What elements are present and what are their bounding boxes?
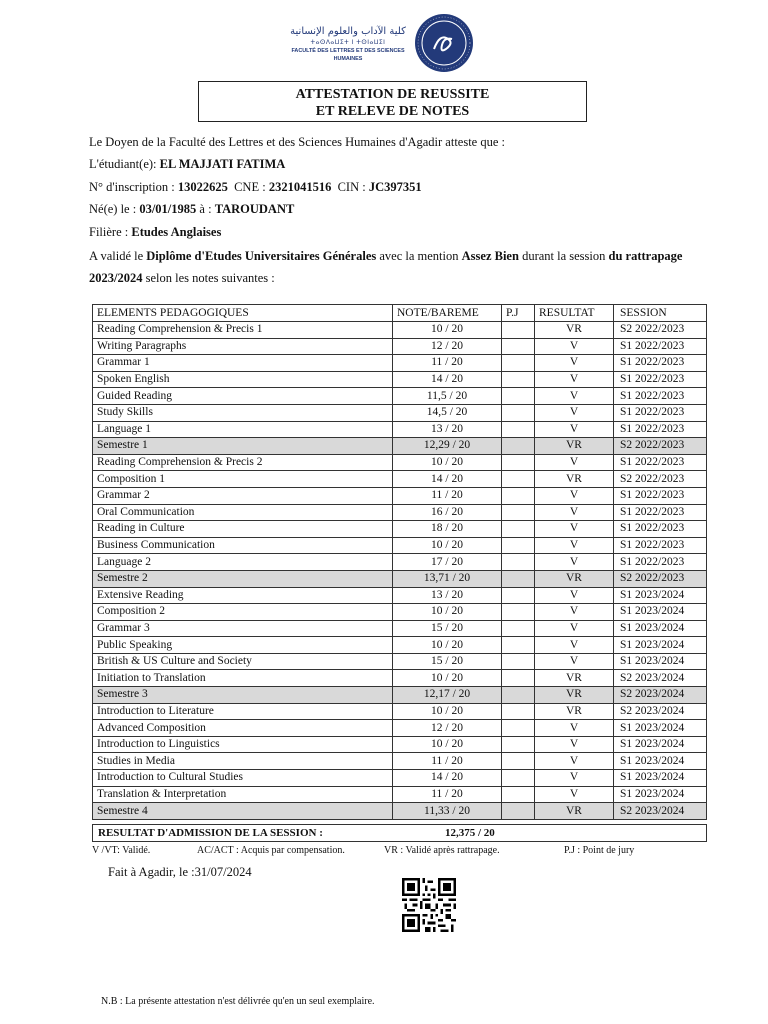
table-row <box>93 404 707 421</box>
cell-note: 12,17 / 20 <box>393 687 502 704</box>
cell-note: 12,29 / 20 <box>393 438 502 455</box>
inscription-number: 13022625 <box>177 180 228 194</box>
cell-element: Public Speaking <box>93 637 393 654</box>
cell-result: VR <box>535 471 614 488</box>
cell-result: VR <box>535 322 614 339</box>
cell-session: S1 2022/2023 <box>614 537 707 554</box>
table-row <box>93 786 707 803</box>
statement-part: durant la session <box>522 249 606 263</box>
cell-pj <box>502 570 535 587</box>
cell-pj <box>502 487 535 504</box>
table-row <box>93 770 707 787</box>
cell-pj <box>502 504 535 521</box>
cell-element: Reading Comprehension & Precis 1 <box>93 322 393 339</box>
cell-pj <box>502 587 535 604</box>
result-value: 12,375 / 20 <box>445 827 495 839</box>
cell-session: S1 2022/2023 <box>614 454 707 471</box>
table-row <box>93 703 707 720</box>
cell-session: S2 2023/2024 <box>614 670 707 687</box>
filiere-line <box>89 225 221 240</box>
document-title <box>198 81 587 122</box>
cell-result: V <box>535 421 614 438</box>
cell-pj <box>502 421 535 438</box>
cell-pj <box>502 438 535 455</box>
cell-note: 13 / 20 <box>393 421 502 438</box>
table-row <box>93 421 707 438</box>
cell-result: V <box>535 454 614 471</box>
statement-part: A validé le <box>89 249 144 263</box>
cell-result: V <box>535 604 614 621</box>
cell-session: S1 2023/2024 <box>614 786 707 803</box>
cell-note: 10 / 20 <box>393 736 502 753</box>
cell-note: 13 / 20 <box>393 587 502 604</box>
cell-element: Introduction to Cultural Studies <box>93 770 393 787</box>
cell-note: 10 / 20 <box>393 703 502 720</box>
semester-row <box>93 803 707 820</box>
title-line-1: ATTESTATION DE REUSSITE <box>295 87 490 102</box>
cne-label: CNE : <box>234 180 266 194</box>
table-row <box>93 521 707 538</box>
cell-note: 10 / 20 <box>393 670 502 687</box>
cell-result: V <box>535 487 614 504</box>
cell-pj <box>502 770 535 787</box>
cell-session: S1 2022/2023 <box>614 554 707 571</box>
cell-note: 14 / 20 <box>393 371 502 388</box>
cell-result: VR <box>535 438 614 455</box>
cell-result: VR <box>535 703 614 720</box>
cell-element: Advanced Composition <box>93 720 393 737</box>
cell-element: Initiation to Translation <box>93 670 393 687</box>
cell-note: 14 / 20 <box>393 770 502 787</box>
cell-element: Semestre 1 <box>93 438 393 455</box>
cell-session: S1 2022/2023 <box>614 487 707 504</box>
cell-session: S1 2023/2024 <box>614 653 707 670</box>
filiere-label: Filière : <box>89 225 129 239</box>
cell-element: Oral Communication <box>93 504 393 521</box>
faculty-name-french: FACULTÉ DES LETTRES ET DES SCIENCES HUMAINES <box>291 48 405 62</box>
cell-result: V <box>535 770 614 787</box>
legend-pj: P.J : Point de jury <box>564 845 635 856</box>
cell-element: Introduction to Literature <box>93 703 393 720</box>
semester-row <box>93 687 707 704</box>
diploma-name: Diplôme d'Etudes Universitaires Générales <box>146 249 377 263</box>
result-label: RESULTAT D'ADMISSION DE LA SESSION : <box>98 827 323 839</box>
cell-result: V <box>535 753 614 770</box>
legend-v: V /VT: Validé. <box>92 845 151 856</box>
cell-pj <box>502 670 535 687</box>
cell-pj <box>502 803 535 820</box>
cell-session: S2 2022/2023 <box>614 570 707 587</box>
cell-pj <box>502 736 535 753</box>
cell-result: V <box>535 620 614 637</box>
table-row <box>93 620 707 637</box>
cin-number: JC397351 <box>368 180 422 194</box>
cell-note: 11,5 / 20 <box>393 388 502 405</box>
cell-note: 18 / 20 <box>393 521 502 538</box>
cell-element: Language 1 <box>93 421 393 438</box>
table-row <box>93 537 707 554</box>
cell-session: S1 2022/2023 <box>614 521 707 538</box>
birth-date: 03/01/1985 <box>139 202 197 216</box>
cell-note: 12 / 20 <box>393 720 502 737</box>
cell-note: 15 / 20 <box>393 620 502 637</box>
cell-pj <box>502 653 535 670</box>
cell-result: V <box>535 637 614 654</box>
table-row <box>93 388 707 405</box>
header-session: SESSION <box>614 305 707 322</box>
cell-element: Language 2 <box>93 554 393 571</box>
cell-element: Reading Comprehension & Precis 2 <box>93 454 393 471</box>
cell-element: Translation & Interpretation <box>93 786 393 803</box>
cell-pj <box>502 471 535 488</box>
cell-note: 13,71 / 20 <box>393 570 502 587</box>
cell-note: 11 / 20 <box>393 487 502 504</box>
header-pj: P.J <box>502 305 535 322</box>
cell-pj <box>502 371 535 388</box>
cell-result: V <box>535 720 614 737</box>
cell-pj <box>502 703 535 720</box>
cell-note: 10 / 20 <box>393 637 502 654</box>
cell-session: S2 2022/2023 <box>614 471 707 488</box>
cell-note: 14 / 20 <box>393 471 502 488</box>
cell-result: V <box>535 653 614 670</box>
semester-row <box>93 438 707 455</box>
cell-pj <box>502 786 535 803</box>
cell-session: S2 2022/2023 <box>614 322 707 339</box>
cell-note: 12 / 20 <box>393 338 502 355</box>
semester-row <box>93 570 707 587</box>
cell-note: 15 / 20 <box>393 653 502 670</box>
intro-text: Le Doyen de la Faculté des Lettres et des Sciences Humaines d'Agadir atteste que : <box>89 135 505 149</box>
cell-note: 10 / 20 <box>393 604 502 621</box>
table-row <box>93 554 707 571</box>
table-row <box>93 371 707 388</box>
cell-pj <box>502 322 535 339</box>
cell-pj <box>502 687 535 704</box>
cell-pj <box>502 554 535 571</box>
table-row <box>93 604 707 621</box>
cell-element: Studies in Media <box>93 753 393 770</box>
cell-session: S2 2022/2023 <box>614 438 707 455</box>
cell-element: Extensive Reading <box>93 587 393 604</box>
cell-element: British & US Culture and Society <box>93 653 393 670</box>
cell-element: Grammar 3 <box>93 620 393 637</box>
mention-value: Assez Bien <box>461 249 519 263</box>
cell-result: V <box>535 736 614 753</box>
table-row <box>93 322 707 339</box>
validation-statement <box>89 245 709 289</box>
table-row <box>93 454 707 471</box>
cell-pj <box>502 720 535 737</box>
table-row <box>93 637 707 654</box>
cell-element: Composition 2 <box>93 604 393 621</box>
cell-result: V <box>535 537 614 554</box>
cell-element: Study Skills <box>93 404 393 421</box>
cin-label: CIN : <box>337 180 366 194</box>
cell-result: V <box>535 371 614 388</box>
cell-pj <box>502 388 535 405</box>
statement-part: selon les notes suivantes : <box>145 271 275 285</box>
cell-note: 11,33 / 20 <box>393 803 502 820</box>
cell-session: S1 2022/2023 <box>614 404 707 421</box>
statement-part: avec la mention <box>379 249 459 263</box>
cell-pj <box>502 355 535 372</box>
header-note: NOTE/BAREME <box>393 305 502 322</box>
faculty-logo-text <box>284 26 412 63</box>
cell-session: S1 2022/2023 <box>614 338 707 355</box>
cell-note: 11 / 20 <box>393 753 502 770</box>
cell-note: 11 / 20 <box>393 355 502 372</box>
cell-session: S1 2023/2024 <box>614 620 707 637</box>
table-header-row <box>93 305 707 322</box>
cell-note: 14,5 / 20 <box>393 404 502 421</box>
cell-result: V <box>535 404 614 421</box>
cell-session: S2 2023/2024 <box>614 703 707 720</box>
cell-pj <box>502 404 535 421</box>
table-row <box>93 355 707 372</box>
cell-element: Semestre 3 <box>93 687 393 704</box>
cell-session: S2 2023/2024 <box>614 687 707 704</box>
faculty-name-arabic: كلية الآداب والعلوم الإنسانية <box>290 26 406 37</box>
cell-session: S1 2023/2024 <box>614 604 707 621</box>
cell-session: S1 2022/2023 <box>614 355 707 372</box>
cell-result: VR <box>535 803 614 820</box>
cell-pj <box>502 753 535 770</box>
cell-note: 10 / 20 <box>393 322 502 339</box>
cell-pj <box>502 637 535 654</box>
table-row <box>93 720 707 737</box>
cell-session: S1 2023/2024 <box>614 753 707 770</box>
cell-pj <box>502 537 535 554</box>
header-result: RESULTAT <box>535 305 614 322</box>
cell-session: S1 2023/2024 <box>614 587 707 604</box>
table-row <box>93 753 707 770</box>
cell-session: S1 2022/2023 <box>614 421 707 438</box>
cell-pj <box>502 604 535 621</box>
legend-vr: VR : Validé après rattrapage. <box>384 845 500 856</box>
cell-pj <box>502 454 535 471</box>
cell-result: V <box>535 338 614 355</box>
inscription-label: N° d'inscription : <box>89 180 175 194</box>
header-elements: ELEMENTS PEDAGOGIQUES <box>93 305 393 322</box>
session-value: du rattrapage 2023/2024 <box>89 249 683 285</box>
table-row <box>93 471 707 488</box>
cell-note: 10 / 20 <box>393 537 502 554</box>
cell-session: S2 2023/2024 <box>614 803 707 820</box>
student-name: EL MAJJATI FATIMA <box>159 157 286 171</box>
cell-result: V <box>535 355 614 372</box>
cell-element: Spoken English <box>93 371 393 388</box>
footnote: N.B : La présente attestation n'est délivrée qu'en un seul exemplaire. <box>101 996 375 1007</box>
birth-label: Né(e) le : <box>89 202 137 216</box>
cell-note: 17 / 20 <box>393 554 502 571</box>
qr-code-icon <box>402 878 456 932</box>
cell-note: 10 / 20 <box>393 454 502 471</box>
table-row <box>93 670 707 687</box>
table-row <box>93 487 707 504</box>
cell-result: VR <box>535 570 614 587</box>
cell-result: V <box>535 786 614 803</box>
cell-element: Composition 1 <box>93 471 393 488</box>
cell-result: VR <box>535 687 614 704</box>
cell-session: S1 2023/2024 <box>614 720 707 737</box>
table-row <box>93 653 707 670</box>
cell-session: S1 2023/2024 <box>614 770 707 787</box>
filiere-value: Etudes Anglaises <box>131 225 222 239</box>
cell-result: V <box>535 587 614 604</box>
cell-result: V <box>535 504 614 521</box>
cell-element: Guided Reading <box>93 388 393 405</box>
cell-session: S1 2022/2023 <box>614 388 707 405</box>
legend-ac: AC/ACT : Acquis par compensation. <box>197 845 345 856</box>
student-name-line <box>89 157 285 172</box>
cell-session: S1 2022/2023 <box>614 504 707 521</box>
table-row <box>93 338 707 355</box>
grades-body <box>93 322 707 820</box>
table-row <box>93 504 707 521</box>
cell-session: S1 2022/2023 <box>614 371 707 388</box>
cell-pj <box>502 338 535 355</box>
faculty-header <box>280 10 480 70</box>
cell-element: Reading in Culture <box>93 521 393 538</box>
cell-session: S1 2023/2024 <box>614 736 707 753</box>
cell-element: Introduction to Linguistics <box>93 736 393 753</box>
cell-pj <box>502 521 535 538</box>
cell-element: Grammar 1 <box>93 355 393 372</box>
cne-number: 2321041516 <box>268 180 332 194</box>
cell-result: VR <box>535 670 614 687</box>
cell-element: Writing Paragraphs <box>93 338 393 355</box>
faculty-name-tifinagh: ⵜⴰⵙⴷⴰⵡⵉⵜ ⵏ ⵜⵙⵏⴰⵡⵉⵏ <box>310 39 386 46</box>
cell-result: V <box>535 388 614 405</box>
title-line-2: ET RELEVE DE NOTES <box>315 104 470 119</box>
cell-result: V <box>535 521 614 538</box>
student-birth-line <box>89 202 294 217</box>
cell-pj <box>502 620 535 637</box>
cell-element: Semestre 4 <box>93 803 393 820</box>
cell-element: Semestre 2 <box>93 570 393 587</box>
cell-note: 11 / 20 <box>393 786 502 803</box>
student-name-label: L'étudiant(e): <box>89 157 157 171</box>
university-emblem-icon <box>414 13 474 73</box>
cell-element: Business Communication <box>93 537 393 554</box>
birth-place: TAROUDANT <box>214 202 295 216</box>
admission-result <box>92 824 707 842</box>
cell-element: Grammar 2 <box>93 487 393 504</box>
grades-table <box>92 304 707 820</box>
issue-place-date: Fait à Agadir, le :31/07/2024 <box>108 865 252 879</box>
cell-note: 16 / 20 <box>393 504 502 521</box>
table-row <box>93 736 707 753</box>
student-ids-line <box>89 180 422 195</box>
cell-result: V <box>535 554 614 571</box>
table-row <box>93 587 707 604</box>
cell-session: S1 2023/2024 <box>614 637 707 654</box>
birth-place-label: à : <box>199 202 212 216</box>
